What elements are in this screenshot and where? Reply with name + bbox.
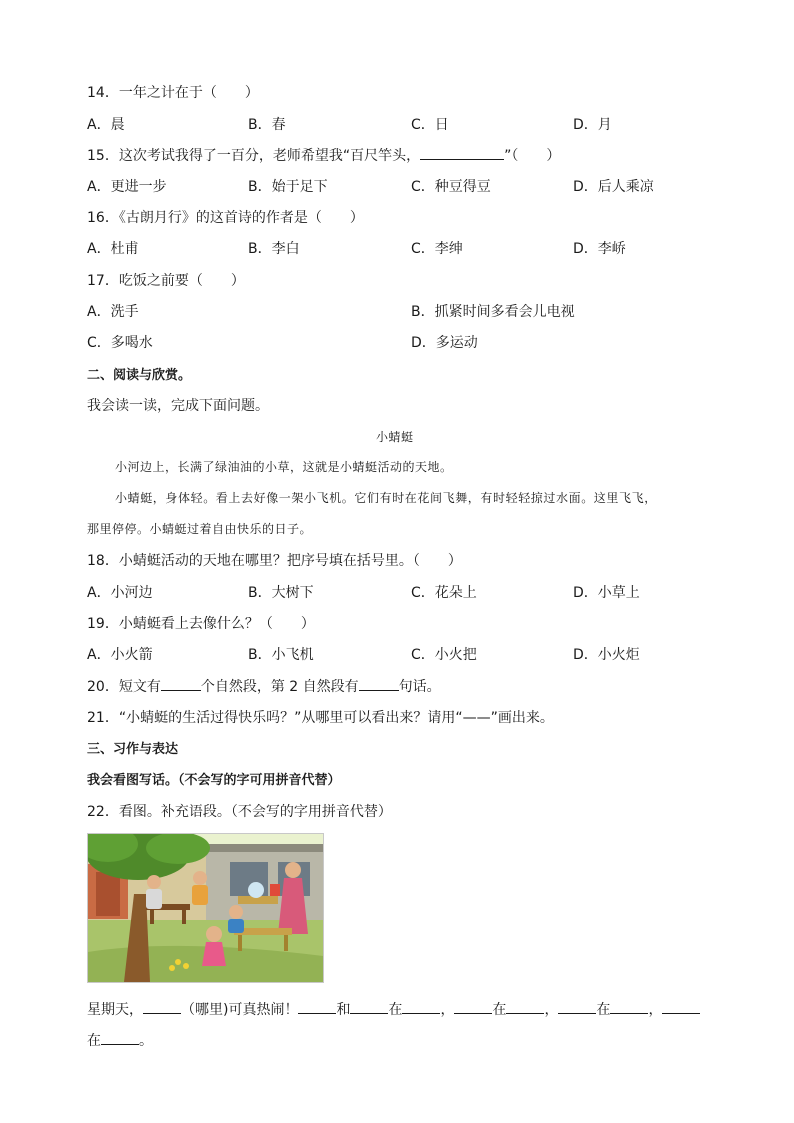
q15-option-a[interactable]: A．更进一步 — [87, 179, 167, 195]
q22-text-b: （哪里)可真热闹！ — [181, 1002, 299, 1018]
q20-stem — [87, 676, 441, 696]
q15-option-b[interactable]: B．始于足下 — [248, 179, 328, 195]
q18-option-c[interactable]: C．花朵上 — [411, 585, 477, 601]
q20-blank-sentences[interactable] — [359, 677, 399, 691]
q18-option-a[interactable]: A．小河边 — [87, 585, 153, 601]
q22-text-h: 在 — [596, 1002, 611, 1018]
q17-stem: 17．吃饭之前要（ ） — [87, 273, 245, 289]
q15-blank[interactable] — [420, 146, 504, 160]
q22-fill-line-2 — [87, 1030, 153, 1050]
q22-blank-activity-1[interactable] — [402, 1000, 440, 1014]
q19-option-c[interactable]: C．小火把 — [411, 647, 477, 663]
passage-line-3: 那里停停。小蜻蜓过着自由快乐的日子。 — [87, 522, 313, 536]
passage-line-1: 小河边上，长满了绿油油的小草，这就是小蜻蜓活动的天地。 — [115, 460, 453, 474]
q14-option-a[interactable]: A．晨 — [87, 117, 125, 133]
section2-instruction: 我会读一读，完成下面问题。 — [87, 398, 269, 414]
courtyard-illustration — [87, 833, 324, 983]
section3-instruction: 我会看图写话。（不会写的字可用拼音代替） — [87, 773, 341, 788]
q20-text-3: 句话。 — [398, 679, 441, 695]
q22-text-a: 星期天， — [87, 1002, 143, 1018]
q14-option-c[interactable]: C．日 — [411, 117, 449, 133]
q22-blank-person-3[interactable] — [454, 1000, 492, 1014]
q14-option-b[interactable]: B．春 — [248, 117, 286, 133]
q16-option-d[interactable]: D．李峤 — [573, 241, 626, 257]
passage-line-2: 小蜻蜓，身体轻。看上去好像一架小飞机。它们有时在花间飞舞，有时轻轻掠过水面。这里飞飞， — [115, 491, 657, 505]
q22-blank-activity-4[interactable] — [101, 1031, 139, 1045]
q22-blank-person-4[interactable] — [558, 1000, 596, 1014]
q17-option-d[interactable]: D．多运动 — [411, 335, 478, 351]
q22-blank-person-1[interactable] — [298, 1000, 336, 1014]
section2-heading: 二、阅读与欣赏。 — [87, 368, 192, 383]
q15-option-c[interactable]: C．种豆得豆 — [411, 179, 491, 195]
q16-option-c[interactable]: C．李绅 — [411, 241, 463, 257]
q17-option-b[interactable]: B．抓紧时间多看会儿电视 — [411, 304, 575, 320]
q22-stem: 22．看图。补充语段。（不会写的字用拼音代替） — [87, 804, 392, 820]
q22-text-f: 在 — [492, 1002, 507, 1018]
q20-text-2: 个自然段，第 2 自然段有 — [200, 679, 359, 695]
q17-option-c[interactable]: C．多喝水 — [87, 335, 153, 351]
q18-option-d[interactable]: D．小草上 — [573, 585, 640, 601]
q18-option-b[interactable]: B．大树下 — [248, 585, 314, 601]
q14-stem: 14．一年之计在于（ ） — [87, 85, 259, 101]
q15-stem-pre: 15．这次考试我得了一百分，老师希望我“百尺竿头， — [87, 148, 421, 164]
q22-blank-person-2[interactable] — [350, 1000, 388, 1014]
q17-option-a[interactable]: A．洗手 — [87, 304, 139, 320]
q22-text-e: ， — [440, 1002, 455, 1018]
q15-stem — [87, 145, 560, 165]
q22-fill-line-1 — [87, 999, 700, 1019]
q22-text-i: ， — [648, 1002, 663, 1018]
q22-blank-place[interactable] — [143, 1000, 181, 1014]
q18-stem: 18．小蜻蜓活动的天地在哪里？把序号填在括号里。（ ） — [87, 553, 462, 569]
q22-text-k: 。 — [139, 1033, 153, 1049]
q16-stem: 16．《古朗月行》的这首诗的作者是（ ） — [87, 210, 364, 226]
q22-text-g: ， — [544, 1002, 559, 1018]
section3-heading: 三、习作与表达 — [87, 742, 179, 757]
q22-blank-person-5[interactable] — [662, 1000, 700, 1014]
q20-blank-paragraphs[interactable] — [161, 677, 201, 691]
q19-option-b[interactable]: B．小飞机 — [248, 647, 314, 663]
q15-stem-post: ”（ ） — [504, 148, 561, 164]
q19-option-d[interactable]: D．小火炬 — [573, 647, 640, 663]
q20-text-1: 20．短文有 — [87, 679, 161, 695]
q19-option-a[interactable]: A．小火箭 — [87, 647, 153, 663]
q22-text-d: 在 — [388, 1002, 403, 1018]
q22-text-c: 和 — [336, 1002, 351, 1018]
q19-stem: 19．小蜻蜓看上去像什么？（ ） — [87, 616, 315, 632]
q22-blank-activity-2[interactable] — [506, 1000, 544, 1014]
q14-option-d[interactable]: D．月 — [573, 117, 612, 133]
q22-blank-activity-3[interactable] — [610, 1000, 648, 1014]
q22-text-j: 在 — [87, 1033, 101, 1049]
q15-option-d[interactable]: D．后人乘凉 — [573, 179, 654, 195]
q16-option-b[interactable]: B．李白 — [248, 241, 300, 257]
q16-option-a[interactable]: A．杜甫 — [87, 241, 139, 257]
passage-title: 小蜻蜓 — [376, 430, 414, 444]
q21-stem: 21．“小蜻蜓的生活过得快乐吗？”从哪里可以看出来？请用“——”画出来。 — [87, 710, 554, 726]
